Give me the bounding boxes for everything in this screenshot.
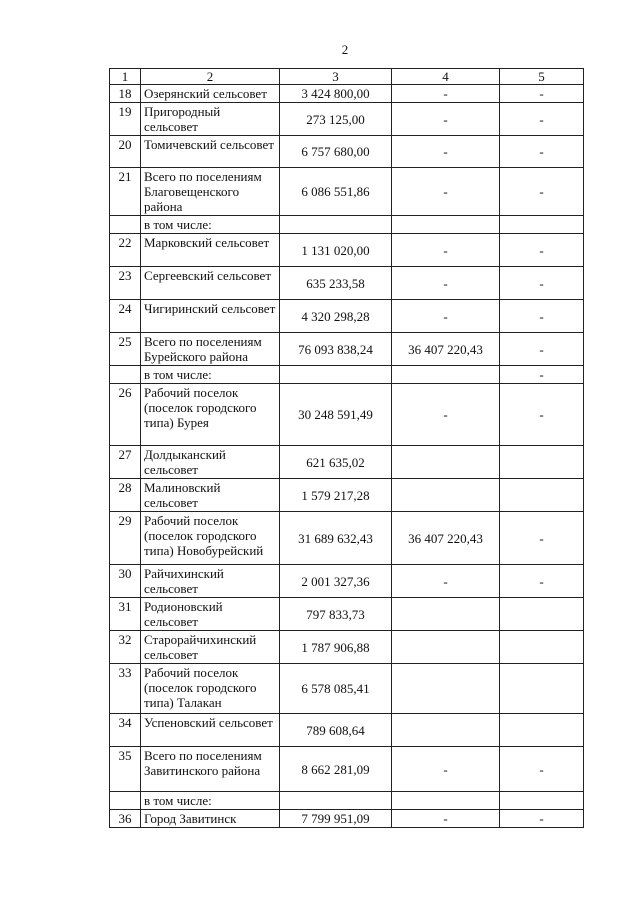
row-amount-col3: 3 424 800,00 — [280, 85, 392, 103]
row-amount-col5 — [500, 216, 584, 234]
row-name: Родионовский сельсовет — [141, 598, 280, 631]
table-row — [110, 300, 584, 333]
row-amount-col3: 2 001 327,36 — [280, 565, 392, 598]
row-amount-col4: - — [392, 810, 500, 828]
row-amount-col3: 30 248 591,49 — [280, 384, 392, 446]
row-amount-col5: - — [500, 300, 584, 333]
row-name: Сергеевский сельсовет — [141, 267, 280, 300]
row-name: в том числе: — [141, 792, 280, 810]
row-amount-col4 — [392, 664, 500, 714]
row-name: Всего по поселениям Бурейского района — [141, 333, 280, 366]
table-row — [110, 446, 584, 479]
row-number: 23 — [110, 267, 141, 300]
row-amount-col4: - — [392, 384, 500, 446]
row-amount-col4: - — [392, 234, 500, 267]
row-amount-col5 — [500, 479, 584, 512]
row-amount-col5: - — [500, 565, 584, 598]
row-amount-col3: 4 320 298,28 — [280, 300, 392, 333]
row-amount-col5 — [500, 664, 584, 714]
row-number: 31 — [110, 598, 141, 631]
row-amount-col4: - — [392, 136, 500, 168]
row-amount-col5: - — [500, 103, 584, 136]
row-name: Томичевский сельсовет — [141, 136, 280, 168]
row-name: Райчихинский сельсовет — [141, 565, 280, 598]
row-number: 28 — [110, 479, 141, 512]
settlements-table — [109, 68, 584, 828]
row-amount-col4: - — [392, 300, 500, 333]
row-amount-col5: - — [500, 267, 584, 300]
row-amount-col4: - — [392, 747, 500, 792]
row-number — [110, 366, 141, 384]
row-amount-col3 — [280, 216, 392, 234]
row-amount-col3 — [280, 792, 392, 810]
table-row — [110, 598, 584, 631]
row-name: Успеновский сельсовет — [141, 714, 280, 747]
row-amount-col5: - — [500, 747, 584, 792]
row-amount-col5: - — [500, 333, 584, 366]
row-name: Всего по поселениям Завитинского района — [141, 747, 280, 792]
table-row — [110, 631, 584, 664]
row-amount-col4: 36 407 220,43 — [392, 333, 500, 366]
row-amount-col3: 789 608,64 — [280, 714, 392, 747]
row-name: Чигиринский сельсовет — [141, 300, 280, 333]
table-row — [110, 512, 584, 565]
page-number: 2 — [341, 42, 349, 57]
row-amount-col3: 1 787 906,88 — [280, 631, 392, 664]
row-amount-col3: 797 833,73 — [280, 598, 392, 631]
row-number: 20 — [110, 136, 141, 168]
header-cell: 4 — [392, 69, 500, 85]
header-cell: 5 — [500, 69, 584, 85]
row-amount-col5 — [500, 792, 584, 810]
row-amount-col5: - — [500, 512, 584, 565]
row-number: 34 — [110, 714, 141, 747]
table-row — [110, 234, 584, 267]
row-number: 18 — [110, 85, 141, 103]
row-amount-col3: 76 093 838,24 — [280, 333, 392, 366]
row-amount-col4 — [392, 446, 500, 479]
row-amount-col5 — [500, 446, 584, 479]
row-amount-col5: - — [500, 136, 584, 168]
header-cell: 3 — [280, 69, 392, 85]
row-amount-col5: - — [500, 168, 584, 216]
row-number: 26 — [110, 384, 141, 446]
row-name: Малиновский сельсовет — [141, 479, 280, 512]
row-amount-col5 — [500, 598, 584, 631]
row-number: 27 — [110, 446, 141, 479]
row-amount-col4 — [392, 792, 500, 810]
row-name: Город Завитинск — [141, 810, 280, 828]
row-amount-col3: 8 662 281,09 — [280, 747, 392, 792]
row-amount-col3: 1 131 020,00 — [280, 234, 392, 267]
row-number: 21 — [110, 168, 141, 216]
row-amount-col3: 635 233,58 — [280, 267, 392, 300]
row-number — [110, 792, 141, 810]
row-amount-col4 — [392, 631, 500, 664]
row-amount-col3: 6 578 085,41 — [280, 664, 392, 714]
row-name: Старорайчихинский сельсовет — [141, 631, 280, 664]
row-amount-col4: - — [392, 267, 500, 300]
table-row — [110, 714, 584, 747]
row-number: 33 — [110, 664, 141, 714]
row-name: Рабочий поселок (поселок городского типа) Бурея — [141, 384, 280, 446]
row-name: Рабочий поселок (поселок городского типа) Талакан — [141, 664, 280, 714]
row-amount-col4: - — [392, 565, 500, 598]
row-amount-col4: - — [392, 85, 500, 103]
table-row — [110, 792, 584, 810]
row-amount-col5: - — [500, 810, 584, 828]
table-row — [110, 168, 584, 216]
row-amount-col5: - — [500, 85, 584, 103]
row-amount-col4: - — [392, 168, 500, 216]
table-row — [110, 565, 584, 598]
header-cell: 1 — [110, 69, 141, 85]
row-amount-col4 — [392, 598, 500, 631]
row-amount-col3: 621 635,02 — [280, 446, 392, 479]
row-amount-col3: 273 125,00 — [280, 103, 392, 136]
row-amount-col5 — [500, 714, 584, 747]
table-row — [110, 267, 584, 300]
row-name: Всего по поселениям Благовещенского района — [141, 168, 280, 216]
row-name: Марковский сельсовет — [141, 234, 280, 267]
row-amount-col4 — [392, 479, 500, 512]
row-name: в том числе: — [141, 216, 280, 234]
row-amount-col4: - — [392, 103, 500, 136]
table-row — [110, 810, 584, 828]
row-amount-col4: 36 407 220,43 — [392, 512, 500, 565]
row-amount-col5: - — [500, 234, 584, 267]
table-row — [110, 85, 584, 103]
table-row — [110, 103, 584, 136]
row-amount-col5: - — [500, 366, 584, 384]
table-row — [110, 216, 584, 234]
table-row — [110, 136, 584, 168]
table-row — [110, 366, 584, 384]
table-row — [110, 664, 584, 714]
row-number: 22 — [110, 234, 141, 267]
row-name: Рабочий поселок (поселок городского типа) Новобурейский — [141, 512, 280, 565]
row-amount-col3: 7 799 951,09 — [280, 810, 392, 828]
row-name: Пригородный сельсовет — [141, 103, 280, 136]
header-cell: 2 — [141, 69, 280, 85]
row-number — [110, 216, 141, 234]
row-amount-col3: 1 579 217,28 — [280, 479, 392, 512]
row-number: 19 — [110, 103, 141, 136]
row-name: в том числе: — [141, 366, 280, 384]
row-number: 36 — [110, 810, 141, 828]
row-number: 32 — [110, 631, 141, 664]
row-amount-col4 — [392, 714, 500, 747]
table-row — [110, 479, 584, 512]
row-amount-col3: 31 689 632,43 — [280, 512, 392, 565]
row-number: 25 — [110, 333, 141, 366]
row-name: Озерянский сельсовет — [141, 85, 280, 103]
row-number: 35 — [110, 747, 141, 792]
row-amount-col3 — [280, 366, 392, 384]
row-amount-col3: 6 757 680,00 — [280, 136, 392, 168]
header-row — [110, 69, 584, 85]
row-amount-col5 — [500, 631, 584, 664]
row-number: 24 — [110, 300, 141, 333]
row-name: Долдыканский сельсовет — [141, 446, 280, 479]
row-amount-col4 — [392, 366, 500, 384]
row-number: 30 — [110, 565, 141, 598]
row-amount-col3: 6 086 551,86 — [280, 168, 392, 216]
row-amount-col4 — [392, 216, 500, 234]
row-amount-col5: - — [500, 384, 584, 446]
table-row — [110, 747, 584, 792]
table-row — [110, 384, 584, 446]
row-number: 29 — [110, 512, 141, 565]
table-row — [110, 333, 584, 366]
